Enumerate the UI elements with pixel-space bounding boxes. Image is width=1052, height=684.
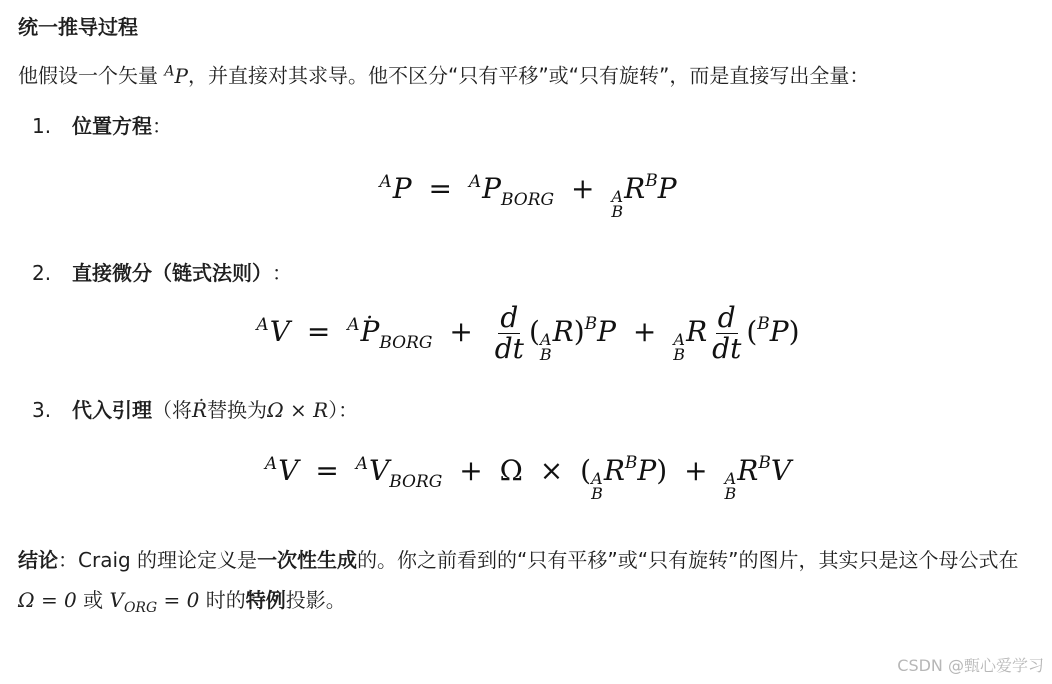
conclusion-text: Craig 的理论定义是: [78, 547, 258, 572]
eq-operator: ×: [539, 453, 564, 487]
step-number: 1.: [32, 113, 52, 138]
eq-paren: (: [580, 453, 592, 487]
eq-prescript: A: [355, 453, 368, 474]
eq-symbol: R: [624, 171, 646, 205]
eq-symbol: V: [368, 453, 390, 487]
conclusion-emphasis: 特例: [245, 587, 286, 612]
eq-frame-stack: A B: [591, 468, 603, 503]
step-suffix: ：: [272, 260, 292, 285]
eq-symbol: P: [597, 314, 617, 348]
eq-paren: ): [788, 314, 800, 348]
eq-prescript: A: [379, 171, 392, 192]
conclusion-text: 投影。: [285, 587, 346, 612]
step-heading: [18, 256, 1038, 290]
intro-paragraph: [18, 54, 1038, 93]
eq-subscript: BORG: [379, 332, 433, 353]
eq-operator: +: [570, 171, 595, 205]
step-item: [18, 256, 1038, 365]
conclusion-label: 结论: [18, 547, 58, 572]
eq-paren: (: [528, 314, 540, 348]
eq-fraction: $\frac{d}{dt}$: [494, 300, 524, 365]
step-heading: [18, 109, 1038, 143]
eq-symbol: P: [482, 171, 501, 205]
intro-math-vector: $^A$P: [164, 63, 188, 88]
eq-symbol: R: [686, 314, 708, 348]
eq-symbol: R: [552, 314, 574, 348]
conclusion-text: 或: [76, 587, 110, 612]
step-math-rdot: Ṙ: [192, 397, 208, 422]
eq-symbol: P: [657, 171, 677, 205]
conclusion-text: 时的: [199, 587, 246, 612]
step-number: 3.: [32, 397, 52, 422]
eq-paren: ): [573, 314, 585, 348]
eq-operator: =: [306, 314, 331, 348]
step-suffix-pre: （将: [152, 397, 192, 422]
step-title: 位置方程: [72, 113, 152, 138]
eq-prescript: A: [264, 453, 278, 474]
conclusion-emphasis: 一次性生成: [257, 547, 358, 572]
eq-prescript: A: [468, 171, 482, 192]
equation-position: [18, 159, 1038, 222]
conclusion-paragraph: [18, 540, 1038, 628]
step-item: [18, 393, 1038, 504]
eq-superscript: B: [758, 452, 771, 473]
eq-symbol: V: [770, 453, 792, 487]
eq-frame-stack: A B: [611, 186, 624, 221]
eq-superscript: B: [645, 170, 658, 191]
eq-prescript: A: [347, 314, 360, 335]
step-math-omega-cross: Ω × R: [267, 397, 329, 422]
eq-operator: +: [684, 453, 708, 487]
eq-symbol: R: [603, 453, 625, 487]
eq-superscript: B: [624, 452, 638, 473]
eq-subscript: BORG: [500, 189, 555, 210]
eq-symbol: P: [637, 453, 657, 487]
conclusion-math: $V_{ORG} = 0$: [109, 587, 200, 616]
conclusion-text: 的。你之前看到的“只有平移”或“只有旋转”的图片，其实只是这个母公式在: [357, 547, 1019, 572]
eq-symbol: V: [269, 314, 290, 348]
step-suffix-post: ）：: [328, 397, 359, 422]
eq-operator: +: [632, 314, 657, 348]
eq-operator: =: [428, 171, 452, 205]
eq-frame-stack: A B: [724, 468, 737, 503]
intro-text-post: ，并直接对其求导。他不区分“只有平移”或“只有旋转”，而是直接写出全量：: [187, 63, 870, 88]
eq-operator: =: [315, 453, 339, 487]
eq-subscript: BORG: [389, 471, 443, 492]
eq-paren: ): [656, 453, 668, 487]
step-suffix: ：: [152, 113, 172, 138]
eq-frame-stack: A B: [673, 329, 686, 364]
eq-superscript: B: [757, 313, 770, 334]
eq-prescript: A: [256, 314, 269, 335]
equation-velocity-final: [18, 441, 1038, 504]
conclusion-colon: ：: [58, 547, 78, 572]
conclusion-math: Ω = 0: [18, 587, 77, 612]
eq-superscript: B: [584, 313, 598, 334]
eq-fraction: $\frac{d}{dt}$: [712, 300, 742, 365]
eq-symbol: R: [737, 453, 759, 487]
eq-symbol: P: [392, 171, 412, 205]
watermark: CSDN @甄心爱学习: [897, 656, 1044, 675]
step-title: 代入引理: [72, 397, 152, 422]
eq-operator: +: [449, 314, 473, 348]
eq-paren: (: [746, 314, 758, 348]
eq-operator: +: [459, 453, 483, 487]
step-suffix-mid: 替换为: [207, 397, 268, 422]
equation-velocity-chain: [18, 302, 1038, 365]
derivation-steps: [18, 109, 1038, 504]
step-heading: [18, 393, 1038, 427]
intro-text-pre: 他假设一个矢量: [18, 63, 165, 88]
eq-frame-stack: A B: [539, 329, 552, 364]
eq-symbol-dotted: · P: [361, 315, 380, 348]
step-title: 直接微分（链式法则）: [72, 260, 272, 285]
document-page: [18, 10, 1038, 628]
step-number: 2.: [32, 260, 52, 285]
step-item: [18, 109, 1038, 222]
eq-symbol: V: [278, 453, 299, 487]
eq-symbol: P: [769, 314, 789, 348]
eq-omega: Ω: [499, 453, 523, 487]
section-title: 统一推导过程: [18, 15, 138, 39]
